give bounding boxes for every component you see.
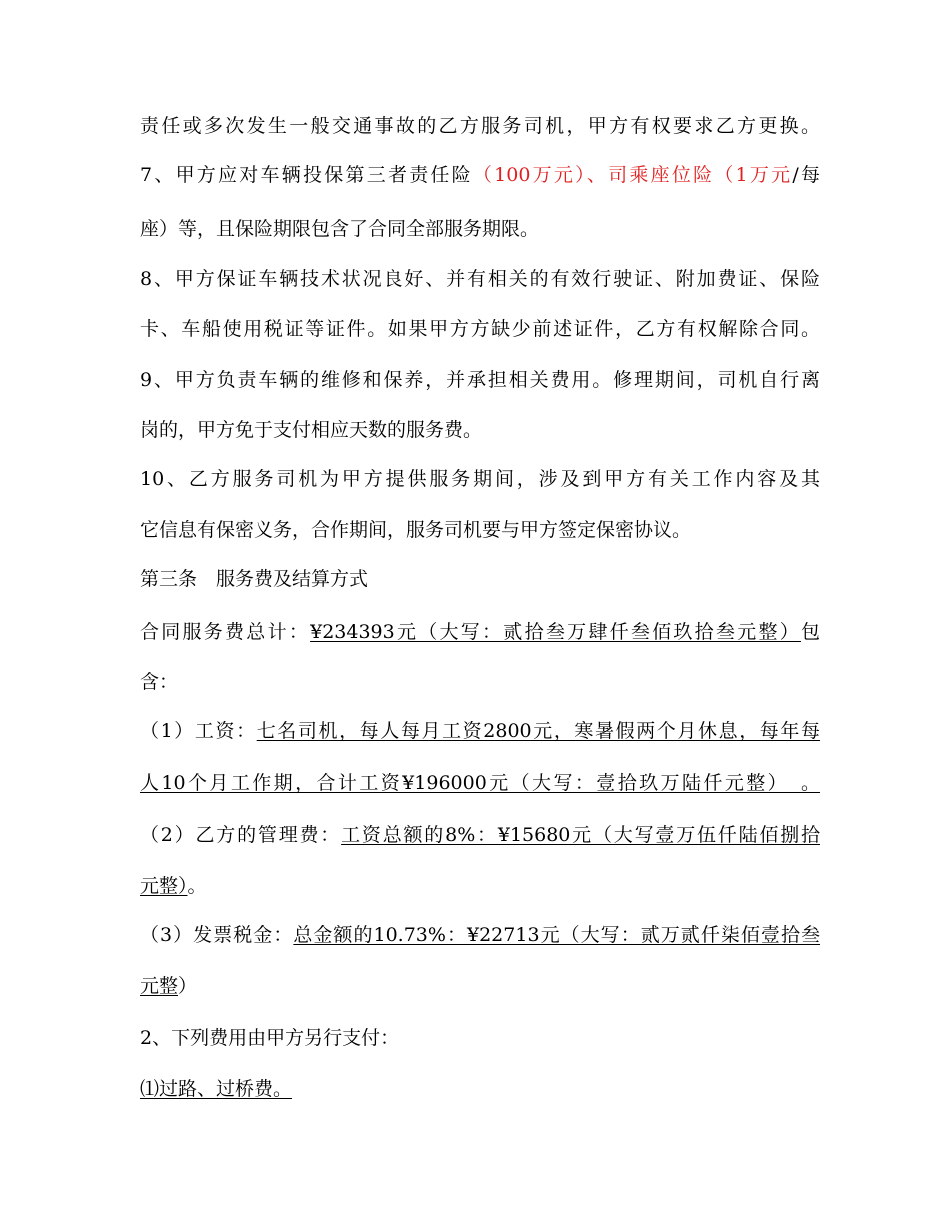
paragraph-line bbox=[140, 367, 820, 393]
total-fee-line bbox=[140, 619, 820, 645]
paragraph-line bbox=[140, 113, 820, 139]
insurance-clause-line bbox=[140, 162, 820, 188]
text: 责任或多次发生一般交通事故的乙方服务司机，甲方有权要求乙方更换。 bbox=[140, 115, 820, 137]
text: 2、下列费用由甲方另行支付： bbox=[140, 1027, 400, 1049]
paragraph-line bbox=[140, 1025, 820, 1051]
wage-item-line bbox=[140, 770, 820, 796]
invoice-tax-line bbox=[140, 922, 820, 948]
text: （1）工资： bbox=[140, 720, 257, 742]
text: 合同服务费总计： bbox=[140, 621, 311, 643]
paragraph-line bbox=[140, 266, 820, 292]
text: 8、甲方保证车辆技术状况良好、并有相关的有效行驶证、附加费证、保险 bbox=[140, 268, 820, 290]
paragraph-line bbox=[140, 316, 820, 342]
paragraph-line bbox=[140, 466, 820, 492]
text: 岗的，甲方免于支付相应天数的服务费。 bbox=[140, 419, 483, 441]
section-heading bbox=[140, 566, 820, 592]
management-fee-line bbox=[140, 873, 820, 899]
management-fee-detail: 元整） bbox=[140, 875, 188, 897]
text: （2）乙方的管理费： bbox=[140, 824, 342, 846]
invoice-tax-detail: 元整 bbox=[140, 975, 179, 997]
management-fee-detail: 工资总额的8%：¥15680元（大写壹万伍仟陆佰捌拾 bbox=[341, 824, 820, 846]
text: 10、乙方服务司机为甲方提供服务期间，涉及到甲方有关工作内容及其 bbox=[140, 468, 820, 490]
text: 9、甲方负责车辆的维修和保养，并承担相关费用。修理期间，司机自行离 bbox=[140, 369, 820, 391]
paragraph-line bbox=[140, 417, 820, 443]
invoice-tax-line bbox=[140, 973, 820, 999]
text: 座）等，且保险期限包含了合同全部服务期限。 bbox=[140, 218, 540, 240]
wage-total: 人10个月工作期，合计工资¥196000元（大写：壹拾玖万陆仟元整） 。 bbox=[140, 772, 820, 794]
text: ） bbox=[178, 975, 198, 997]
text: 。 bbox=[187, 875, 207, 897]
text: 含： bbox=[140, 671, 179, 693]
text: 第三条 服务费及结算方式 bbox=[140, 568, 369, 590]
text: 它信息有保密义务，合作期间，服务司机要与甲方签定保密协议。 bbox=[140, 519, 692, 541]
paragraph-line bbox=[140, 669, 820, 695]
text: 包 bbox=[800, 621, 820, 643]
management-fee-line bbox=[140, 822, 820, 848]
text: （3）发票税金： bbox=[140, 924, 294, 946]
invoice-tax-detail: 总金额的10.73%：¥22713元（大写：贰万贰仟柒佰壹拾叁 bbox=[293, 924, 820, 946]
wage-item-line bbox=[140, 718, 820, 744]
insurance-amount-highlight: （100万元）、司乘座位险（1万元 bbox=[472, 164, 793, 186]
total-fee-amount: ¥234393元（大写：贰拾叁万肆仟叁佰玖拾叁元整） bbox=[310, 621, 801, 643]
wage-detail: 七名司机，每人每月工资2800元，寒暑假两个月休息，每年每 bbox=[256, 720, 820, 742]
paragraph-line bbox=[140, 517, 820, 543]
text: 7、甲方应对车辆投保第三者责任险 bbox=[140, 164, 473, 186]
toll-fee-line bbox=[140, 1076, 820, 1102]
text: 卡、车船使用税证等证件。如果甲方方缺少前述证件，乙方有权解除合同。 bbox=[140, 318, 820, 340]
toll-fee-item: ⑴过路、过桥费。 bbox=[140, 1078, 293, 1100]
text: /每 bbox=[792, 164, 820, 186]
paragraph-line bbox=[140, 216, 820, 242]
